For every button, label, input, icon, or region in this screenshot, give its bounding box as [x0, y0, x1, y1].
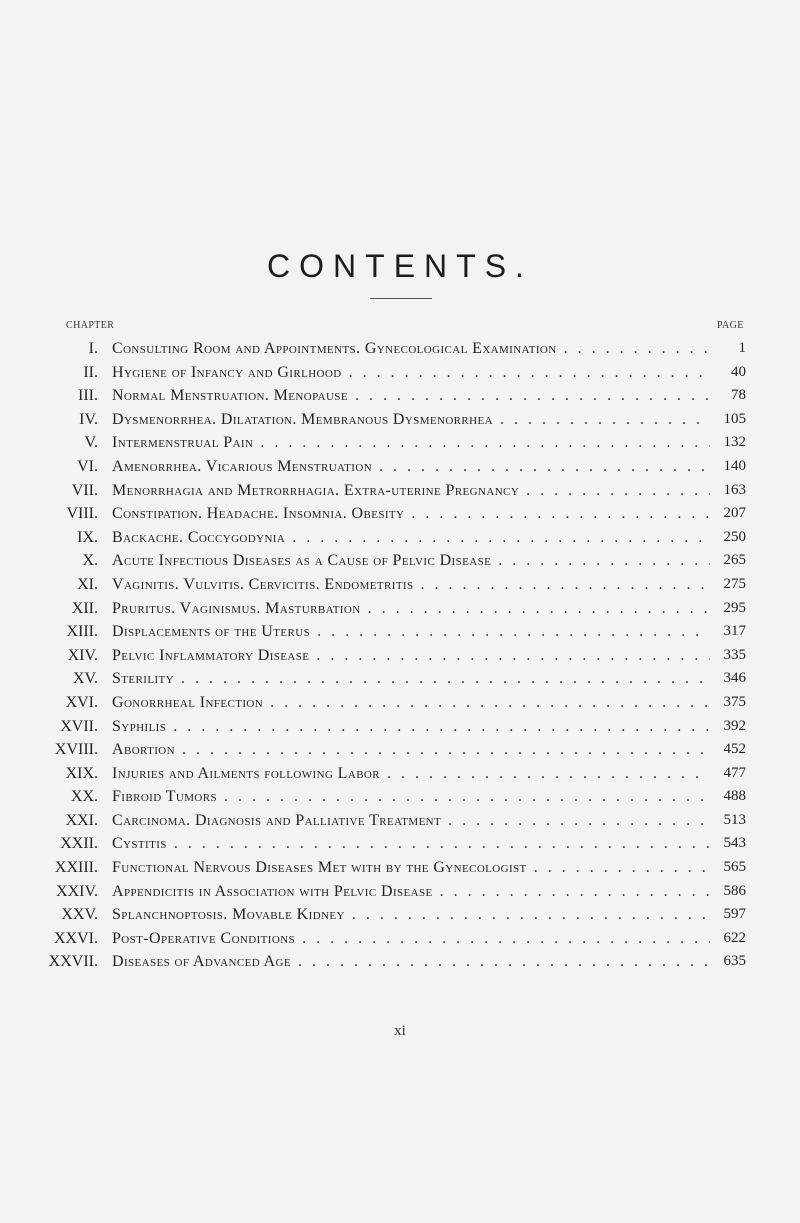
chapter-number: IV. [79, 410, 98, 428]
toc-row [0, 384, 800, 408]
chapter-number: I. [88, 340, 98, 357]
toc-row [0, 715, 800, 739]
chapter-title: Cystitis . . . [112, 832, 710, 856]
toc-row [0, 549, 800, 573]
toc-row [0, 361, 800, 385]
page-number: 565 [710, 856, 746, 880]
chapter-number: III. [78, 387, 98, 405]
page-number: 295 [710, 597, 746, 621]
chapter-title: Displacements of the Uterus . . . [112, 620, 710, 644]
page-number: 317 [710, 620, 746, 644]
page-title: CONTENTS. [267, 248, 533, 284]
toc-row [0, 927, 800, 951]
toc-row [0, 880, 800, 904]
chapter-title: Syphilis . . . [112, 715, 710, 739]
page-number: 622 [710, 927, 746, 951]
toc-row [0, 762, 800, 786]
chapter-number: VIII. [66, 505, 98, 523]
toc-row [0, 738, 800, 762]
chapter-number: XVI. [65, 693, 98, 711]
toc-row [0, 620, 800, 644]
toc-row [0, 431, 800, 455]
chapter-title: Splanchnoptosis. Movable Kidney . . . [112, 903, 710, 927]
toc-row [0, 597, 800, 621]
chapter-number: VII. [71, 481, 98, 499]
chapter-number: XXV. [61, 906, 98, 924]
page-number: 335 [710, 644, 746, 668]
page-number: 452 [710, 738, 746, 762]
page-folio: xi [394, 1023, 406, 1039]
chapter-title: Post-Operative Conditions . . . [112, 927, 710, 951]
page-number: 275 [710, 573, 746, 597]
toc-row [0, 644, 800, 668]
toc-row [0, 573, 800, 597]
chapter-title: Carcinoma. Diagnosis and Palliative Treatment . . . [112, 809, 710, 833]
chapter-number: IX. [77, 528, 98, 546]
chapter-number: XV. [72, 670, 98, 688]
chapter-number: X. [82, 552, 98, 570]
table-of-contents [0, 337, 800, 974]
chapter-title: Pruritus. Vaginismus. Masturbation . . . [112, 597, 710, 621]
page-number: 346 [710, 667, 746, 691]
toc-row [0, 785, 800, 809]
page-number: 543 [710, 832, 746, 856]
page-number: 140 [710, 455, 746, 479]
page-number: 513 [710, 809, 746, 833]
toc-row [0, 950, 800, 974]
page-number: 488 [710, 785, 746, 809]
toc-row [0, 856, 800, 880]
chapter-title: Diseases of Advanced Age . . . [112, 950, 710, 974]
page-number: 597 [710, 903, 746, 927]
page-number: 265 [710, 549, 746, 573]
page-number: 250 [710, 526, 746, 550]
chapter-title: Dysmenorrhea. Dilatation. Membranous Dysmenorrhea . . . [112, 408, 710, 432]
page-number: 477 [710, 762, 746, 786]
chapter-title: Abortion . . . [112, 738, 710, 762]
page-column-header: PAGE [717, 320, 744, 331]
chapter-title: Sterility . . . [112, 667, 710, 691]
toc-row [0, 903, 800, 927]
chapter-number: XX. [70, 788, 98, 806]
page-number: 586 [710, 880, 746, 904]
toc-row [0, 832, 800, 856]
chapter-title: Intermenstrual Pain . . . [112, 431, 710, 455]
chapter-number: XIX. [65, 764, 98, 782]
page-number: 375 [710, 691, 746, 715]
page-number: 1 [710, 337, 746, 361]
chapter-title: Consulting Room and Appointments. Gynecological Examination . . . [112, 337, 710, 361]
chapter-title: Gonorrheal Infection . . . [112, 691, 710, 715]
chapter-number: XIII. [66, 623, 98, 641]
chapter-number: VI. [77, 457, 98, 475]
chapter-title: Constipation. Headache. Insomnia. Obesity . . . [112, 502, 710, 526]
toc-row [0, 526, 800, 550]
page-number: 78 [710, 384, 746, 408]
toc-row [0, 408, 800, 432]
chapter-number: II. [83, 363, 98, 381]
toc-row [0, 667, 800, 691]
chapter-title: Pelvic Inflammatory Disease . . . [112, 644, 710, 668]
chapter-number: XXI. [65, 811, 98, 829]
toc-row [0, 479, 800, 503]
toc-row [0, 809, 800, 833]
chapter-number: XVIII. [54, 741, 98, 759]
chapter-number: XIV. [67, 646, 98, 664]
chapter-title: Fibroid Tumors . . . [112, 785, 710, 809]
page-number: 163 [710, 479, 746, 503]
page-number: 207 [710, 502, 746, 526]
chapter-number: XXVII. [48, 953, 98, 971]
chapter-title: Acute Infectious Diseases as a Cause of Pelvic Disease . . . [112, 549, 710, 573]
toc-row [0, 455, 800, 479]
chapter-title: Appendicitis in Association with Pelvic Disease . . . [112, 880, 710, 904]
chapter-number: XXVI. [54, 929, 98, 947]
chapter-number: XXIV. [56, 882, 98, 900]
chapter-number: XVII. [60, 717, 98, 735]
chapter-number: XII. [71, 599, 98, 617]
chapter-title: Hygiene of Infancy and Girlhood . . . [112, 361, 710, 385]
title-rule [370, 298, 432, 299]
chapter-title: Functional Nervous Diseases Met with by the Gynecologist . . . [112, 856, 710, 880]
chapter-title: Injuries and Ailments following Labor . . . [112, 762, 710, 786]
toc-row [0, 337, 800, 361]
chapter-title: Amenorrhea. Vicarious Menstruation . . . [112, 455, 710, 479]
chapter-title: Backache. Coccygodynia . . . [112, 526, 710, 550]
chapter-number: V. [84, 434, 98, 452]
page-number: 105 [710, 408, 746, 432]
page-number: 132 [710, 431, 746, 455]
chapter-column-header: CHAPTER [66, 320, 115, 331]
chapter-number: XI. [77, 575, 98, 593]
page-number: 635 [710, 950, 746, 974]
chapter-title: Menorrhagia and Metrorrhagia. Extra-uterine Pregnancy . . . [112, 479, 710, 503]
page-number: 40 [710, 361, 746, 385]
chapter-number: XXII. [60, 835, 98, 853]
toc-row [0, 502, 800, 526]
chapter-title: Vaginitis. Vulvitis. Cervicitis. Endometritis . . . [112, 573, 710, 597]
toc-row [0, 691, 800, 715]
page-number: 392 [710, 715, 746, 739]
chapter-number: XXIII. [54, 859, 98, 877]
chapter-title: Normal Menstruation. Menopause . . . [112, 384, 710, 408]
